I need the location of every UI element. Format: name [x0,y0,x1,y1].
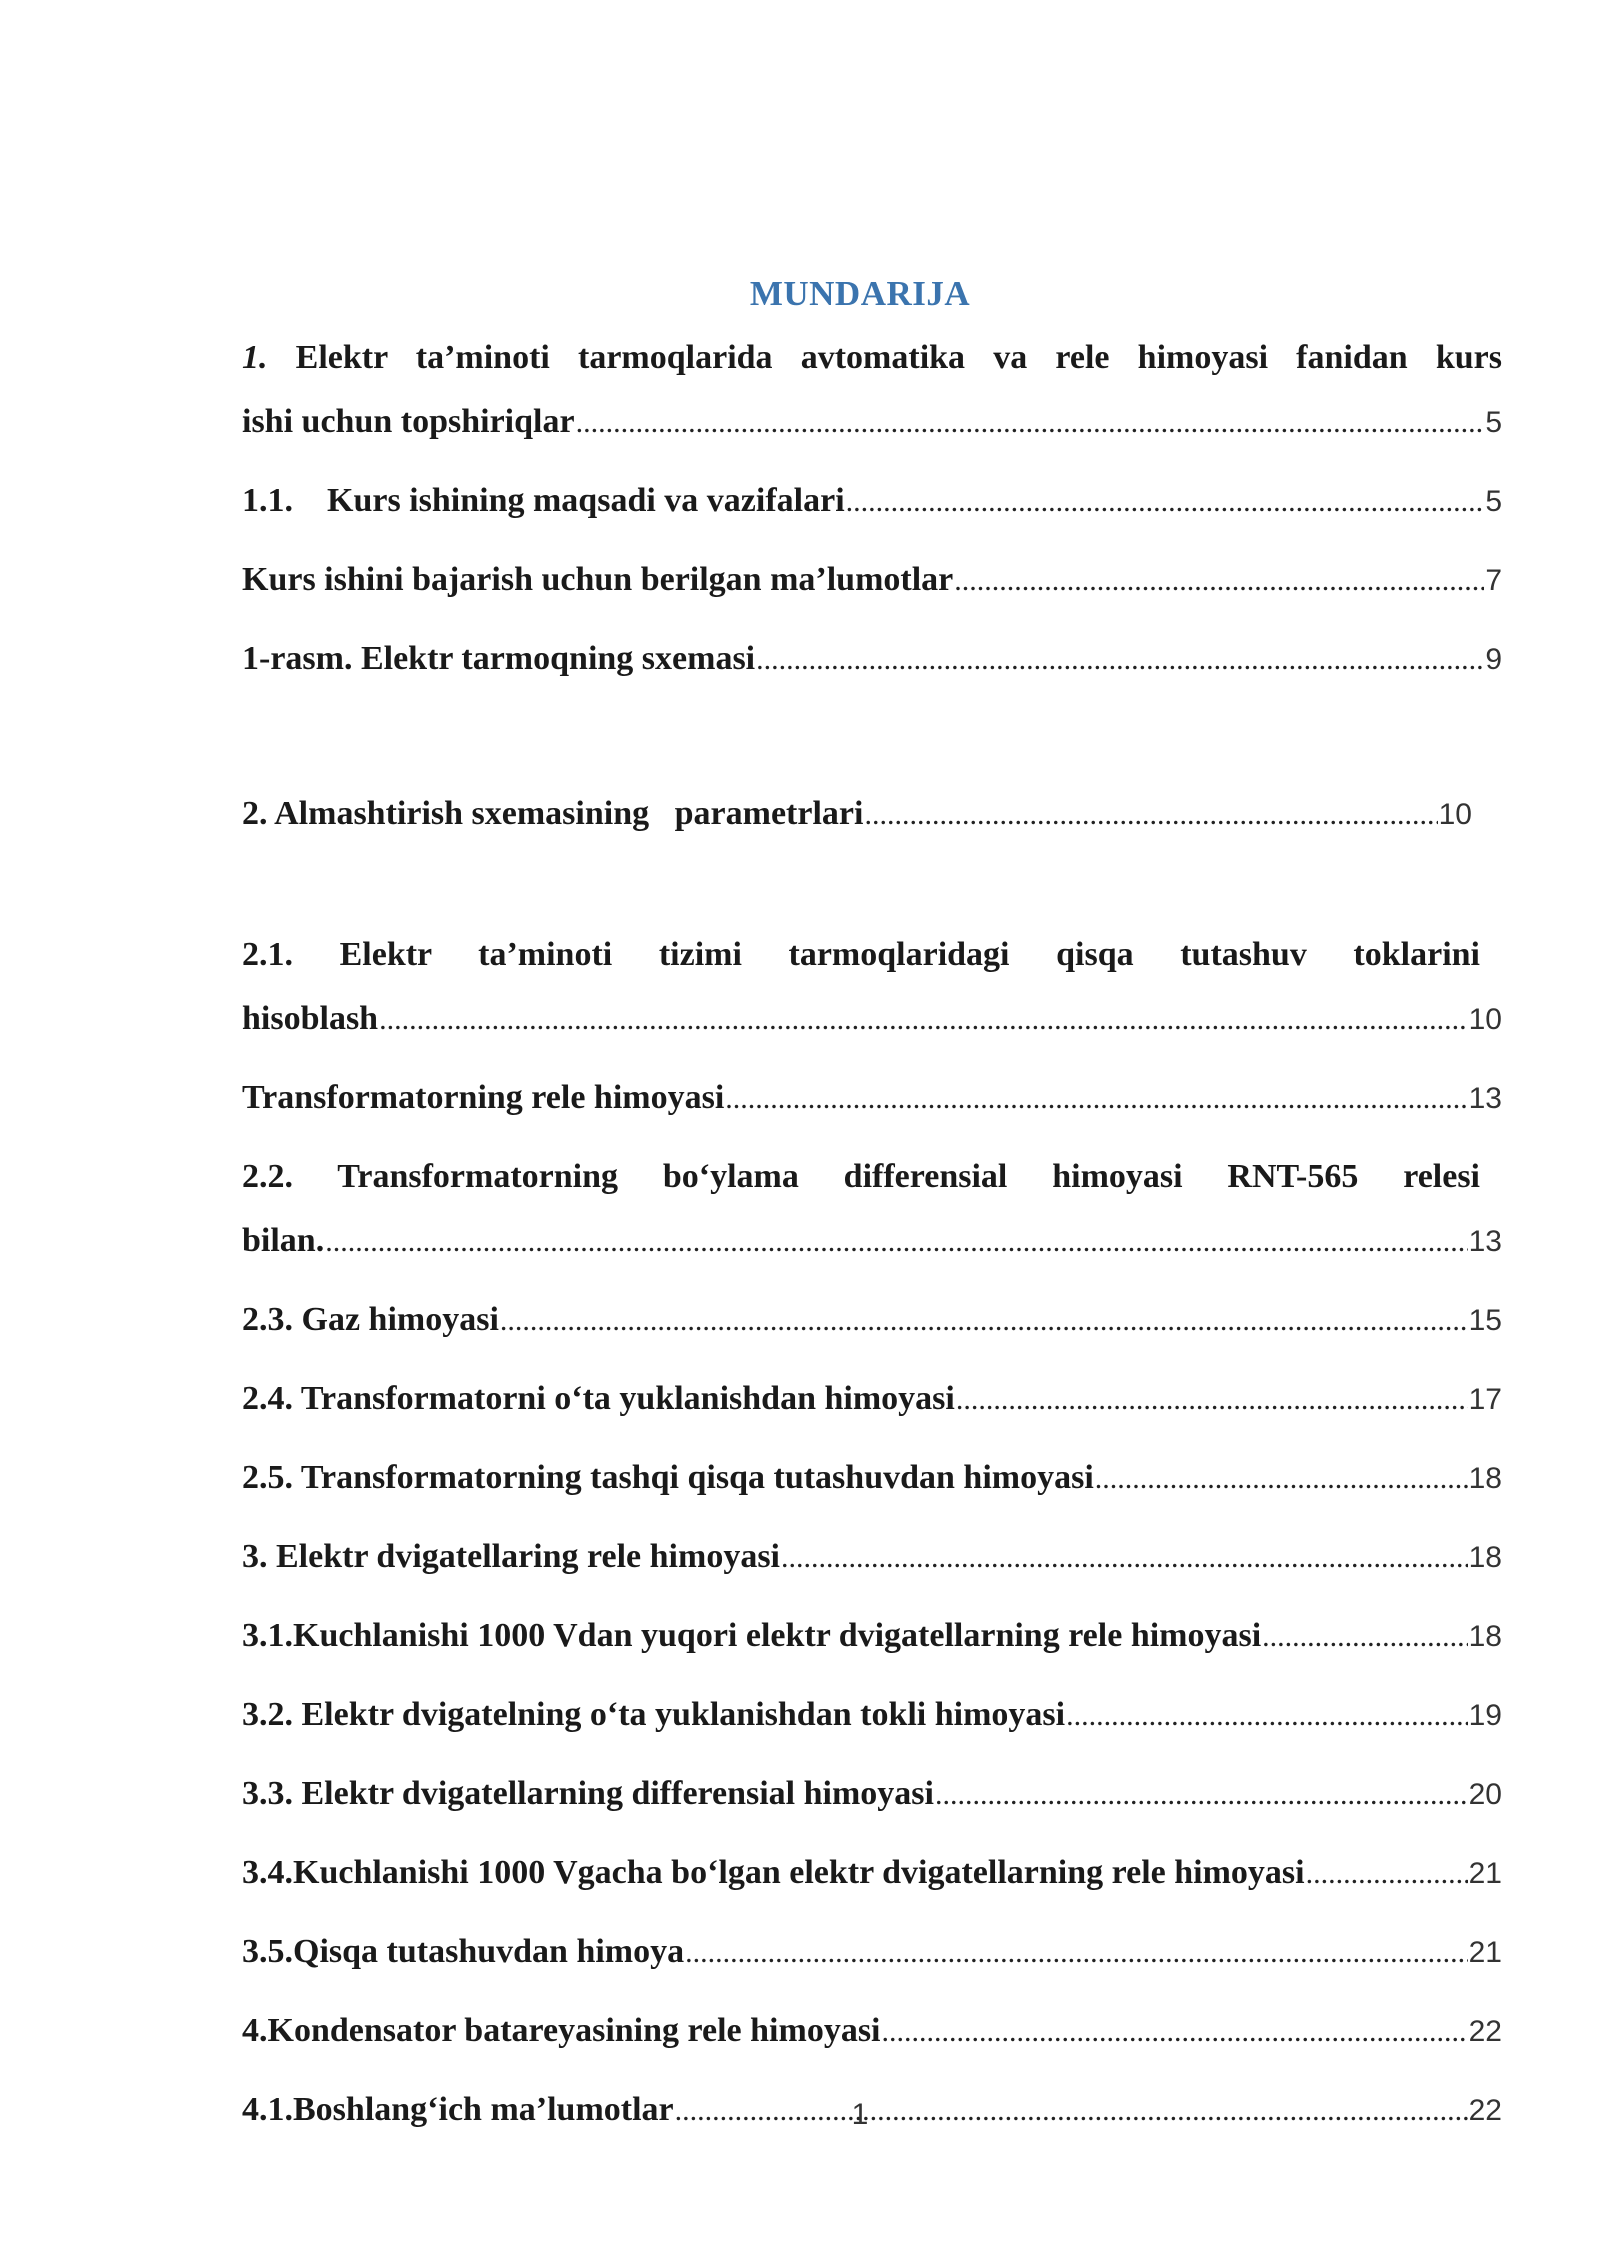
toc-entry-title: 1-rasm. Elektr tarmoqning sxemasi [242,640,756,677]
toc-entry-first-line [242,338,1502,378]
toc-page-number: 18 [1468,1620,1502,1653]
page-title: MUNDARIJA [749,274,971,313]
toc-page-number: 5 [1485,406,1502,439]
toc-entry-title: 2. Almashtirish sxemasining parametrlari [242,795,864,832]
toc-entry[interactable] [242,1853,1502,1893]
dot-leader [756,640,1484,680]
toc-page-number: 9 [1485,643,1502,676]
dot-leader [576,403,1485,443]
toc-entry-leader-line [242,402,1502,442]
toc-page-number: 22 [1468,2015,1502,2048]
toc-entry[interactable] [242,481,1502,521]
toc-entry-title: bilan. [242,1222,325,1259]
toc-page-number: 15 [1468,1304,1502,1337]
toc-entry-leader-line [242,1300,1502,1340]
toc-entry-leader-line [242,1774,1502,1814]
toc-entry-title: 3.1.Kuchlanishi 1000 Vdan yuqori elektr dvigatellarning rele himoyasi [242,1617,1262,1654]
toc-entry-leader-line [242,1379,1502,1419]
toc-entry-leader-line [242,1616,1502,1656]
dot-leader [325,1222,1467,1262]
toc-page-number: 20 [1468,1778,1502,1811]
toc-entry[interactable] [242,1537,1502,1577]
toc-entry[interactable] [242,1300,1502,1340]
toc-entry[interactable] [242,1157,1502,1261]
dot-leader [1306,1854,1468,1894]
dot-leader [956,1380,1468,1420]
toc-entry-number: 1.1. [242,482,293,519]
toc-entry-first-line: 2.1. Elektr ta’minoti tizimi tarmoqlaridagi qisqa tutashuv toklarini [242,936,1480,973]
toc-entry-leader-line [242,560,1502,600]
toc-entry-title: 3.4.Kuchlanishi 1000 Vgacha bo‘lgan elektr dvigatellarning rele himoyasi [242,1854,1305,1891]
toc-page-number: 10 [1438,798,1472,831]
toc-entry-title: hisoblash [242,1000,379,1037]
toc-page-number: 13 [1468,1082,1502,1115]
toc-entry[interactable] [242,639,1502,679]
toc-entry-title: 2.5. Transformatorning tashqi qisqa tutashuvdan himoyasi [242,1459,1094,1496]
toc-page-number: 17 [1468,1383,1502,1416]
toc-entry-title: 3. Elektr dvigatellaring rele himoyasi [242,1538,780,1575]
toc-page-number: 10 [1468,1003,1502,1036]
toc-entry[interactable] [242,338,1502,442]
toc-entry[interactable] [242,1616,1502,1656]
toc-page-number: 19 [1468,1699,1502,1732]
toc-entry[interactable] [242,1774,1502,1814]
toc-entry-leader-line [242,1078,1502,1118]
dot-leader [725,1079,1467,1119]
dot-leader [954,561,1484,601]
toc-entry-title: 1.1. Kurs ishining maqsadi va vazifalari [242,482,845,519]
toc-entry[interactable] [242,1379,1502,1419]
toc-entry-title: 3.3. Elektr dvigatellarning differensial himoyasi [242,1775,934,1812]
toc-page-number: 21 [1468,1857,1502,1890]
toc-entry-leader-line [242,794,1472,834]
dot-leader [500,1301,1468,1341]
toc-entry-title: ishi uchun topshiriqlar [242,403,575,440]
toc-entry[interactable] [242,560,1502,600]
dot-leader [864,795,1437,835]
toc-entry[interactable] [242,718,1472,910]
toc-page-number: 5 [1485,485,1502,518]
toc-entry[interactable] [242,935,1502,1039]
toc-entry-number: 1. [242,339,268,376]
toc-page-number: 18 [1468,1541,1502,1574]
dot-leader [1262,1617,1467,1657]
dot-leader [1095,1459,1468,1499]
toc-entry[interactable] [242,2011,1502,2051]
toc-entry-title: 2.4. Transformatorni o‘ta yuklanishdan himoyasi [242,1380,955,1417]
toc-page-number: 22 [1468,2094,1502,2127]
toc-entry-leader-line [242,639,1502,679]
dot-leader [379,1000,1468,1040]
dot-leader [1066,1696,1468,1736]
toc-entry[interactable] [242,1078,1502,1118]
table-of-contents [242,338,1502,2130]
toc-page-number: 18 [1468,1462,1502,1495]
toc-entry-leader-line [242,481,1502,521]
toc-entry[interactable] [242,1458,1502,1498]
toc-entry-title: 4.Kondensator batareyasining rele himoyasi [242,2012,881,2049]
toc-entry-leader-line [242,1221,1502,1261]
toc-entry-leader-line [242,1932,1502,1972]
toc-entry-title: 3.5.Qisqa tutashuvdan himoya [242,1933,685,1970]
dot-leader [846,482,1485,522]
toc-entry-leader-line [242,2011,1502,2051]
toc-entry-title: 4.1.Boshlang‘ich ma’lumotlar [242,2091,674,2128]
toc-entry-title: Transformatorning rele himoyasi [242,1079,725,1116]
toc-entry-leader-line [242,1458,1502,1498]
toc-entry-first-line: 2.2. Transformatorning bo‘ylama differensial himoyasi RNT-565 relesi [242,1158,1480,1195]
toc-entry-leader-line [242,1537,1502,1577]
toc-entry-leader-line [242,1853,1502,1893]
toc-page-number: 21 [1468,1936,1502,1969]
toc-entry-title: 2.3. Gaz himoyasi [242,1301,499,1338]
page-number: 1 [851,2098,869,2131]
dot-leader [882,2012,1468,2052]
toc-entry-title: 3.2. Elektr dvigatelning o‘ta yuklanishdan tokli himoyasi [242,1696,1066,1733]
toc-entry-title-line1: Elektr ta’minoti tarmoqlarida avtomatika va rele himoyasi fanidan kurs [295,339,1502,376]
toc-entry-title: Kurs ishini bajarish uchun berilgan ma’lumotlar [242,561,954,598]
toc-page-number: 13 [1468,1225,1502,1258]
toc-entry[interactable] [242,1695,1502,1735]
toc-entry[interactable] [242,1932,1502,1972]
toc-entry-leader-line [242,999,1502,1039]
dot-leader [935,1775,1468,1815]
toc-entry-leader-line [242,1695,1502,1735]
dot-leader [781,1538,1468,1578]
dot-leader [685,1933,1467,1973]
toc-page-number: 7 [1485,564,1502,597]
